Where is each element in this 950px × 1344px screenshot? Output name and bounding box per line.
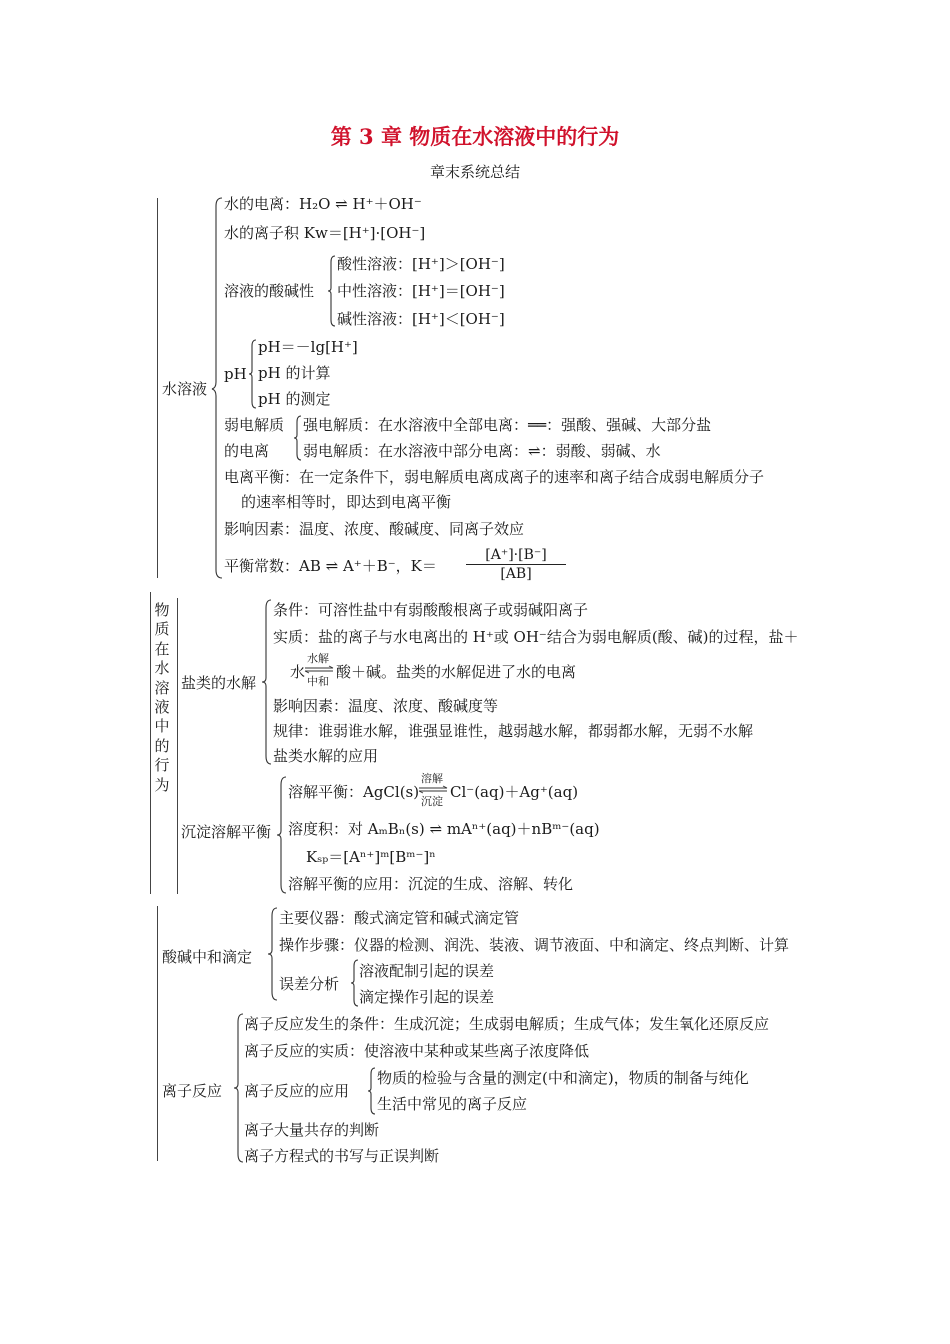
acidic-solution: 酸性溶液：[H⁺]＞[OH⁻] — [337, 255, 505, 273]
ion-product: 水的离子积 Kw＝[H⁺]·[OH⁻] — [224, 224, 426, 242]
acidbase-brace — [327, 254, 337, 328]
ph-measurement: pH 的测定 — [258, 390, 331, 408]
root-bracket-line — [150, 592, 151, 894]
ionization-equilibrium-line1: 电离平衡：在一定条件下，弱电解质电离成离子的速率和离子结合成弱电解质分子 — [224, 468, 765, 486]
chapter-title: 第 3 章 物质在水溶液中的行为 — [330, 124, 620, 149]
precipitation-label: 沉淀溶解平衡 — [181, 823, 272, 841]
hydrolysis-essence-2: 酸＋碱。盐类的水解促进了水的电离 — [336, 663, 577, 681]
root-label: 物质在水溶液中的行为 — [154, 601, 170, 794]
dissolution-arrow-top: 溶解 — [421, 772, 443, 785]
ion-coexistence: 离子大量共存的判断 — [244, 1121, 380, 1139]
error-titration-operation: 滴定操作引起的误差 — [359, 988, 495, 1006]
ph-definition: pH＝－lg[H⁺] — [258, 338, 358, 356]
section34-bracket-line — [157, 906, 158, 1161]
reaction-application-2: 生活中常见的离子反应 — [377, 1095, 528, 1113]
ionization-equilibrium-line2: 的速率相等时，即达到电离平衡 — [241, 493, 452, 511]
hydrolysis-essence-water: 水 — [290, 663, 306, 681]
dissolution-arrow-icon — [419, 786, 449, 794]
ph-brace — [248, 338, 258, 410]
dissolution-arrow-bottom: 沉淀 — [421, 795, 443, 808]
strong-electrolyte: 强电解质：在水溶液中全部电离：══：强酸、强碱、大部分盐 — [303, 416, 712, 434]
fraction-numerator: [A⁺]·[B⁻] — [466, 547, 566, 565]
hydrolysis-brace — [261, 598, 273, 766]
acidbase-label: 溶液的酸碱性 — [224, 282, 315, 300]
hydrolysis-rule: 规律：谁弱谁水解，谁强显谁性，越弱越水解，都弱都水解，无弱不水解 — [273, 722, 754, 740]
titration-brace — [267, 906, 279, 1002]
reaction-essence: 离子反应的实质：使溶液中某种或某些离子浓度降低 — [244, 1042, 590, 1060]
ph-label: pH — [224, 365, 247, 383]
reaction-conditions: 离子反应发生的条件：生成沉淀；生成弱电解质；生成气体；发生氧化还原反应 — [244, 1015, 770, 1033]
precipitation-brace — [276, 775, 288, 895]
hydrolysis-condition: 条件：可溶性盐中有弱酸酸根离子或弱碱阳离子 — [273, 601, 589, 619]
hydrolysis-label: 盐类的水解 — [181, 674, 257, 692]
section-subtitle: 章末系统总结 — [429, 163, 520, 181]
solubility-product-2: Kₛₚ＝[Aⁿ⁺]ᵐ[Bᵐ⁻]ⁿ — [306, 848, 436, 866]
solubility-application: 溶解平衡的应用：沉淀的生成、溶解、转化 — [288, 875, 574, 893]
reaction-application-label: 离子反应的应用 — [244, 1082, 350, 1100]
electrolyte-brace — [293, 414, 303, 462]
dissolution-equilibrium-suffix: Cl⁻(aq)＋Ag⁺(aq) — [450, 783, 579, 801]
error-solution-preparation: 溶液配制引起的误差 — [359, 962, 495, 980]
operation-steps: 操作步骤：仪器的检测、润洗、装液、调节液面、中和滴定、终点判断、计算 — [279, 936, 790, 954]
weak-electrolyte: 弱电解质：在水溶液中部分电离：⇌：弱酸、弱碱、水 — [303, 442, 661, 460]
reversible-arrow-icon — [305, 666, 335, 674]
reaction-application-1: 物质的检验与含量的测定(中和滴定)，物质的制备与纯化 — [377, 1069, 749, 1087]
fraction-denominator: [AB] — [500, 566, 532, 582]
influencing-factors: 影响因素：温度、浓度、酸碱度、同离子效应 — [224, 520, 525, 538]
ionic-reaction-label: 离子反应 — [162, 1082, 223, 1100]
titration-label: 酸碱中和滴定 — [162, 948, 253, 966]
error-analysis-label: 误差分析 — [279, 975, 340, 993]
hydrolysis-essence-1: 实质：盐的离子与水电离出的 H⁺或 OH⁻结合为弱电解质(酸、碱)的过程，盐＋ — [273, 628, 799, 646]
equilibrium-constant: 平衡常数：AB ⇌ A⁺＋B⁻，K＝ — [224, 557, 437, 575]
water-ionization: 水的电离：H₂O ⇌ H⁺＋OH⁻ — [224, 195, 422, 213]
hydrolysis-arrow-bottom: 中和 — [307, 675, 329, 688]
section2-bracket-line — [177, 598, 178, 894]
section1-label: 水溶液 — [162, 380, 208, 398]
weak-electrolyte-label-2: 的电离 — [224, 442, 270, 460]
basic-solution: 碱性溶液：[H⁺]＜[OH⁻] — [337, 310, 505, 328]
dissolution-equilibrium-prefix: 溶解平衡：AgCl(s) — [288, 783, 420, 801]
ph-calculation: pH 的计算 — [258, 364, 331, 382]
section1-bracket-line — [157, 198, 158, 578]
equilibrium-constant-fraction — [466, 547, 566, 582]
reaction-application-brace — [367, 1066, 377, 1116]
ionic-equation: 离子方程式的书写与正误判断 — [244, 1147, 440, 1165]
weak-electrolyte-label-1: 弱电解质 — [224, 416, 285, 434]
neutral-solution: 中性溶液：[H⁺]＝[OH⁻] — [337, 282, 505, 300]
hydrolysis-application: 盐类水解的应用 — [273, 747, 379, 765]
main-instruments: 主要仪器：酸式滴定管和碱式滴定管 — [279, 909, 520, 927]
solubility-product-1: 溶度积：对 AₘBₙ(s) ⇌ mAⁿ⁺(aq)＋nBᵐ⁻(aq) — [288, 820, 600, 838]
hydrolysis-arrow-top: 水解 — [307, 652, 329, 665]
hydrolysis-factors: 影响因素：温度、浓度、酸碱度等 — [273, 697, 499, 715]
